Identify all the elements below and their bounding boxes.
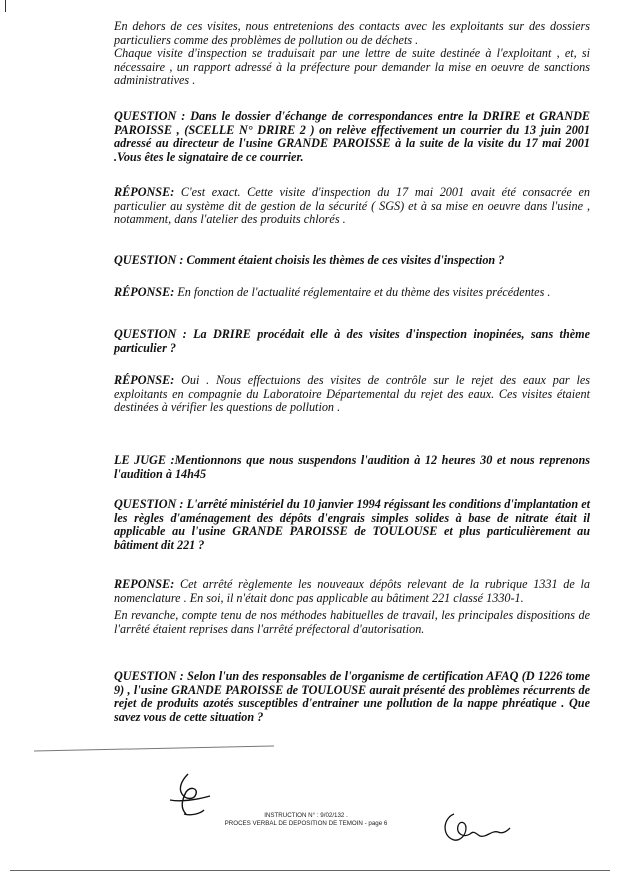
judge-statement [114,454,590,481]
answer-3-text: Oui . Nous effectuions des visites de contrôle sur le rejet des eaux par les exploitants en compagnie du Laboratoire Départemental du rejet des eaux. Ces visites étaient destinées à vérifier les questions de pollution . [114,373,590,415]
question-3 [114,328,590,355]
answer-4-extra: En revanche, compte tenu de nos méthodes habituelles de travail, les principales dispositions de l'arrêté étaient reprises dans l'arrêté préfectoral d'autorisation. [114,608,590,636]
question-1-label: QUESTION : [114,109,186,123]
judge-text: LE JUGE :Mentionnons que nous suspendons l'audition à 12 heures 30 et nous reprenons l'audition à 14h45 [114,453,590,481]
answer-2 [114,286,590,300]
answer-4-text: Cet arrêté règlemente les nouveaux dépôts relevant de la rubrique 1331 de la nomenclature . En soi, il n'était donc pas applicable au bâtiment 221 classé 1330-1. [114,577,590,605]
question-3-text: La DRIRE procédait elle à des visites d'inspection inopinées, sans thème particulier ? [114,327,591,355]
question-4 [114,498,590,552]
question-2-text: Comment étaient choisis les thèmes de ces visites d'inspection ? [186,253,505,267]
answer-1-label: RÉPONSE: [114,185,175,199]
right-signature [436,808,516,846]
answer-2-label: RÉPONSE: [114,285,175,299]
margin-mark [5,0,6,12]
question-5-text: Selon l'un des responsables de l'organisme de certification AFAQ (D 1226 tome 9) , l'usine GRANDE PAROISSE de TOULOUSE aurait présenté des problèmes récurrents de rejet de produits azotés susceptibles d'entrainer une pollution de la nappe phréatique . Que savez vous de cette situation ? [114,669,591,724]
answer-1 [114,186,590,227]
answer-4-label: REPONSE: [114,577,175,591]
answer-3-label: RÉPONSE: [114,373,175,387]
question-2-label: QUESTION : [114,253,184,267]
scan-line-bottom [10,870,610,871]
answer-1-text: C'est exact. Cette visite d'inspection du 17 mai 2001 avait été consacrée en particulier au système dit de gestion de la sécurité ( SGS) et à sa mise en oeuvre dans l'usine , notamment, dans l'atelier des produits chlorés . [114,185,591,227]
footer-line-2: PROCES VERBAL DE DEPOSITION DE TEMOIN - page 6 [224,820,388,827]
question-5 [114,670,590,724]
answer-3 [114,374,590,415]
footer [196,812,416,828]
footer-line-1: INSTRUCTION N° : 9/02/132 . [264,812,348,819]
question-2 [114,254,590,268]
scan-line-top [34,745,274,751]
question-4-label: QUESTION : [114,497,184,511]
answer-2-text: En fonction de l'actualité réglementaire et du thème des visites précédentes . [177,285,551,299]
answer-4 [114,578,590,636]
question-1-text: Dans le dossier d'échange de correspondances entre la DRIRE et GRANDE PAROISSE , (SCELLE N° DRIRE 2 ) on relève effectivement un courrier du 13 juin 2001 adressé au directeur de l'usine GRANDE PAROISSE à la suite de la visite du 17 mai 2001 .Vous êtes le signataire de ce courrier. [114,109,591,164]
intro-paragraph [114,20,590,88]
intro-line-2: Chaque visite d'inspection se traduisait par une lettre de suite destinée à l'exploitant , et, si nécessaire , un rapport adressé à la préfecture pour demander la mise en oeuvre de sanctions administratives . [114,46,590,88]
question-4-text: L'arrêté ministériel du 10 janvier 1994 régissant les conditions d'implantation et les règles d'aménagement des dépôts d'engrais simples solides à base de nitrate était il applicable au l'usine GRANDE PAROISSE de TOULOUSE et plus particulièrement au bâtiment dit 221 ? [114,497,591,552]
intro-line-1: En dehors de ces visites, nous entretenions des contacts avec les exploitants sur des dossiers particuliers comme des problèmes de pollution ou de déchets . [114,19,590,47]
question-5-label: QUESTION : [114,669,184,683]
question-1 [114,110,590,164]
question-3-label: QUESTION : [114,327,187,341]
